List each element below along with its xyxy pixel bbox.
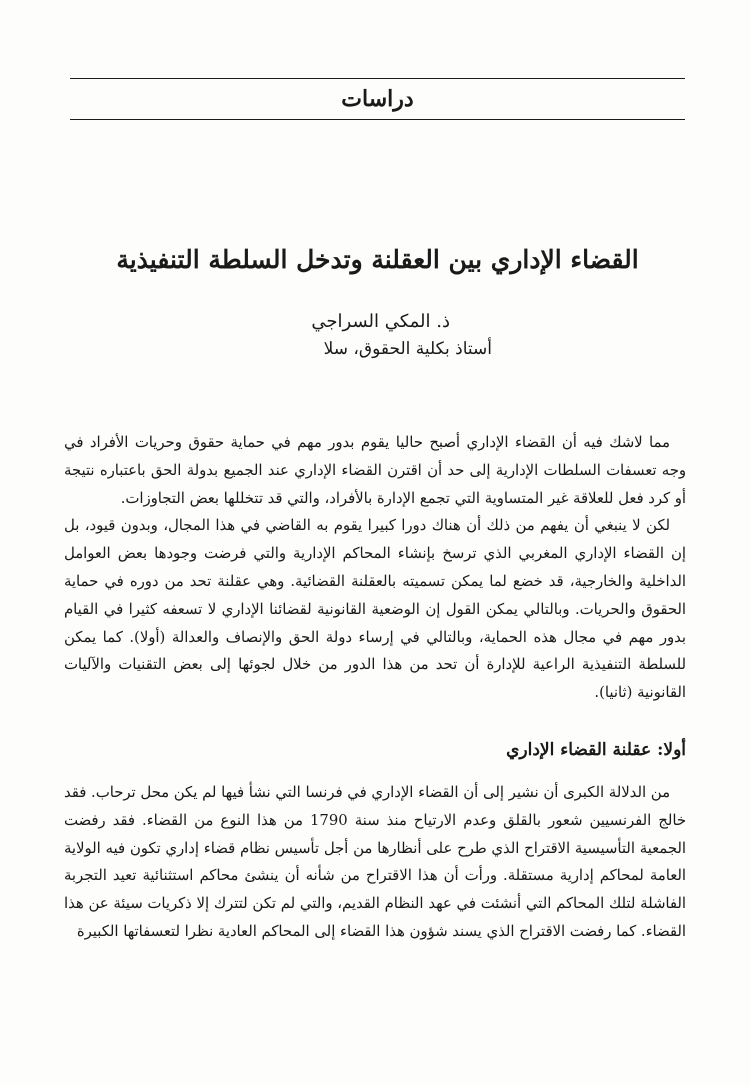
- header-top-rule: [70, 78, 685, 79]
- section-label: دراسات: [341, 86, 414, 112]
- section-body-text: [64, 779, 686, 946]
- article-title: القضاء الإداري بين العقلنة وتدخل السلطة التنفيذية: [116, 245, 639, 274]
- header-bottom-rule: [70, 119, 685, 120]
- intro-paragraph-1: مما لاشك فيه أن القضاء الإداري أصبح حاليا يقوم بدور مهم في حماية حقوق وحريات الأفراد في وجه تعسفات السلطات الإدارية إلى حد أن اقترن القضاء الإداري عند الجميع بدولة الحق باعتباره نتيجة أو كرد فعل للعلاقة غير المتساوية التي تجمع الإدارة بالأفراد، والتي قد تتخللها بعض التجاوزات.: [64, 434, 686, 507]
- intro-paragraph-2: لكن لا ينبغي أن يفهم من ذلك أن هناك دورا كبيرا يقوم به القاضي في هذا المجال، وبدون قيود، بل إن القضاء الإداري المغربي الذي ترسخ بإنشاء المحاكم الإدارية والتي فرضت وجودها بعض العوامل الداخلية والخارجية، قد خضع لما يمكن تسميته بالعقلنة القضائية. وهي عقلنة تحد من دوره في حماية الحقوق والحريات. وبالتالي يمكن القول إن الوضعية القانونية لقضائنا الإداري لا تسعفه كثيرا في القيام بدور مهم في مجال هذه الحماية، وبالتالي في إرساء دولة الحق والإنصاف والعدالة (أولا). كما يمكن للسلطة التنفيذية الراعية للإدارة أن تحد من هذا الدور من خلال لجوئها إلى بعض التقنيات والآليات القانونية (ثانيا).: [64, 517, 686, 702]
- author-affiliation: أستاذ بكلية الحقوق، سلا: [323, 339, 492, 359]
- intro-text: [64, 429, 686, 707]
- author-name: ذ. المكي السراجي: [311, 311, 450, 332]
- section-paragraph-1: من الدلالة الكبرى أن نشير إلى أن القضاء الإداري في فرنسا التي نشأ فيها لم يكن محل ترحاب. فقد خالج الفرنسيين شعور بالقلق وعدم الارتياح منذ سنة 1790 من هذا النوع من القضاء. فقد رفضت الجمعية التأسيسية الاقتراح الذي طرح على أنظارها من أجل تأسيس نظام قضاء إداري تكون فيه الولاية العامة لمحاكم إدارية مستقلة. ورأت أن هذا الاقتراح من شأنه أن ينشئ محاكم استثنائية تعيد التجربة الفاشلة لتلك المحاكم التي أنشئت في عهد النظام القديم، والتي لم تكن لتترك إلا ذكريات سيئة عن هذا القضاء. كما رفضت الاقتراح الذي يسند شؤون هذا القضاء إلى المحاكم العادية نظرا لتعسفاتها الكبيرة: [64, 784, 686, 940]
- section-heading: أولا: عقلنة القضاء الإداري: [506, 740, 686, 760]
